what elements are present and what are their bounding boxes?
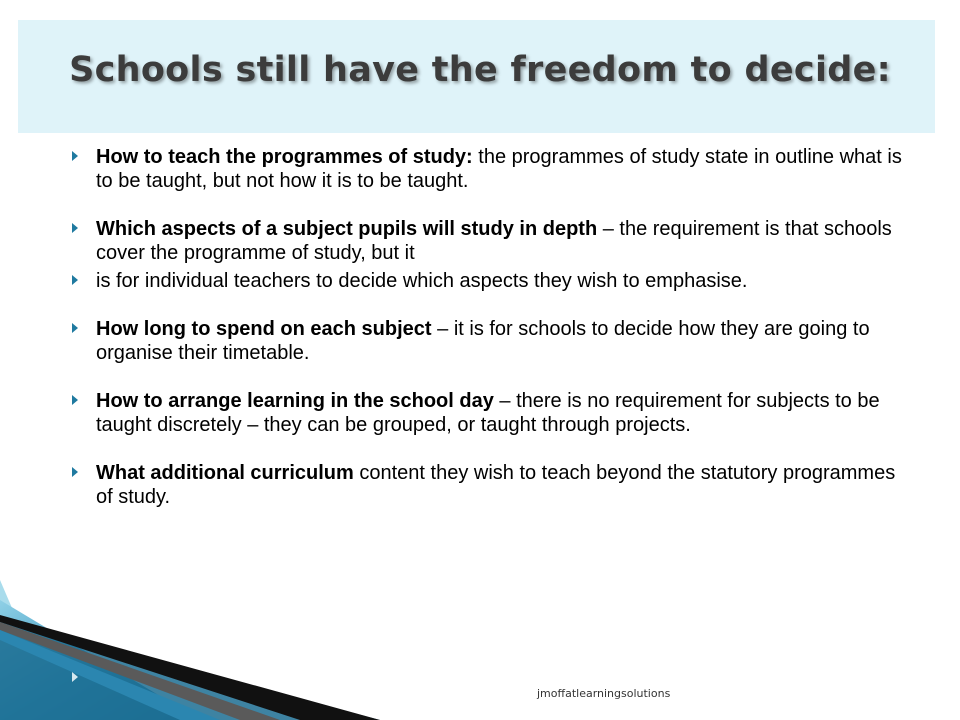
bullet-arrow-icon [72, 395, 78, 405]
bullet-text: – there is no requirement for subjects to be taught discretely – they can be grouped, or taught through projects. [96, 390, 880, 436]
bullet-item [72, 461, 912, 509]
bullet-heading: What additional curriculum [96, 462, 354, 484]
bullet-text: – it is for schools to decide how they are going to organise their timetable. [96, 318, 870, 364]
bullet-arrow-icon [72, 323, 78, 333]
bullet-heading: How to teach the programmes of study: [96, 146, 473, 168]
corner-decoration [0, 560, 380, 720]
bullet-heading: Which aspects of a subject pupils will study in depth [96, 218, 598, 240]
slide-title: Schools still have the freedom to decide: [69, 50, 891, 90]
bullet-item [72, 269, 912, 293]
faint-bullet-arrow-icon [72, 672, 78, 682]
bullet-arrow-icon [72, 467, 78, 477]
bullet-text: – the requirement is that schools cover the programme of study, but it [96, 218, 892, 264]
bullet-heading: How long to spend on each subject [96, 318, 432, 340]
bullet-item [72, 389, 912, 437]
bullet-arrow-icon [72, 223, 78, 233]
bullet-text: is for individual teachers to decide which aspects they wish to emphasise. [96, 270, 748, 292]
bullet-text: the programmes of study state in outline what is to be taught, but not how it is to be taught. [96, 146, 902, 192]
bullet-heading: How to arrange learning in the school day [96, 390, 494, 412]
bullet-arrow-icon [72, 151, 78, 161]
bullet-text: content they wish to teach beyond the statutory programmes of study. [96, 462, 896, 508]
bullet-list [72, 145, 912, 509]
bullet-item [72, 217, 912, 265]
bullet-item [72, 145, 912, 193]
footer-credit: jmoffatlearningsolutions [537, 687, 671, 700]
bullet-item [72, 317, 912, 365]
bullet-arrow-icon [72, 275, 78, 285]
